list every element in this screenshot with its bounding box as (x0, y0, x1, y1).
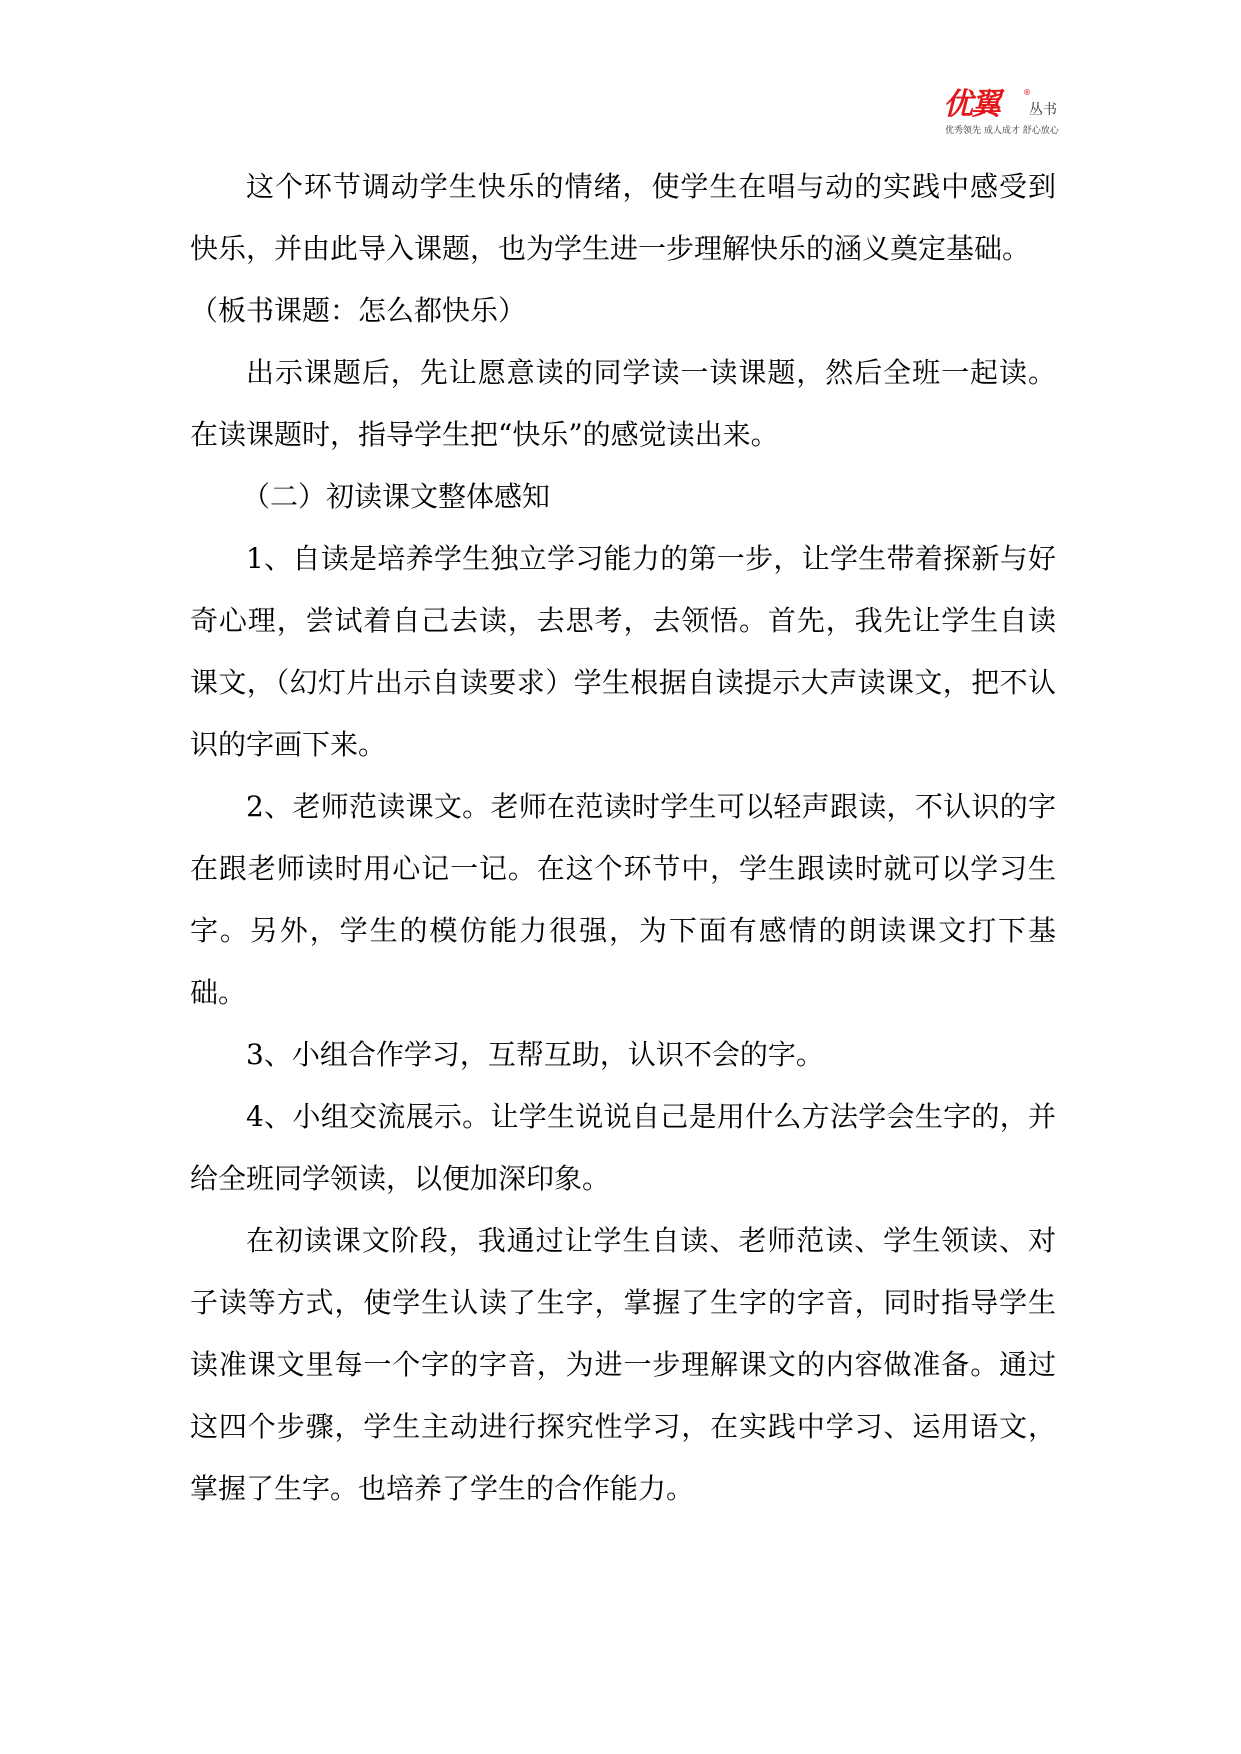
paragraph-read-title: 出示课题后，先让愿意读的同学读一读课题，然后全班一起读。在读课题时，指导学生把“快乐”的感觉读出来。 (190, 356, 1056, 451)
logo-series-label: 丛书 (1029, 102, 1057, 118)
logo-wordmark: 优翼 (943, 87, 999, 122)
logo-slogan: 优秀领先 成人成才 舒心放心 (945, 126, 1059, 136)
paragraph-summary: 在初读课文阶段，我通过让学生自读、老师范读、学生领读、对子读等方式，使学生认读了生字，掌握了生字的字音，同时指导学生读准课文里每一个字的字音，为进一步理解课文的内容做准备。通过这四个步骤，学生主动进行探究性学习，在实践中学习、运用语文，掌握了生字。也培养了学生的合作能力。 (190, 1224, 1056, 1505)
registered-mark: ® (1023, 88, 1031, 97)
section-heading: （二）初读课文整体感知 (242, 480, 551, 513)
paragraph-board-title: （板书课题：怎么都快乐） (190, 294, 527, 327)
paragraph-step-4: 4、小组交流展示。让学生说说自己是用什么方法学会生字的，并给全班同学领读，以便加深印象。 (190, 1100, 1056, 1195)
paragraph-step-3: 3、小组合作学习，互帮互助，认识不会的字。 (246, 1038, 824, 1071)
paragraph-step-2: 2、老师范读课文。老师在范读时学生可以轻声跟读，不认识的字在跟老师读时用心记一记。在这个环节中，学生跟读时就可以学习生字。另外，学生的模仿能力很强，为下面有感情的朗读课文打下基础。 (190, 790, 1056, 1009)
document-body (190, 156, 1056, 1520)
paragraph-intro: 这个环节调动学生快乐的情绪，使学生在唱与动的实践中感受到快乐，并由此导入课题，也为学生进一步理解快乐的涵义奠定基础。 (190, 170, 1056, 265)
publisher-logo (943, 88, 1068, 136)
paragraph-step-1: 1、自读是培养学生独立学习能力的第一步，让学生带着探新与好奇心理，尝试着自己去读，去思考，去领悟。首先，我先让学生自读课文，（幻灯片出示自读要求）学生根据自读提示大声读课文，把不认识的字画下来。 (190, 542, 1056, 761)
